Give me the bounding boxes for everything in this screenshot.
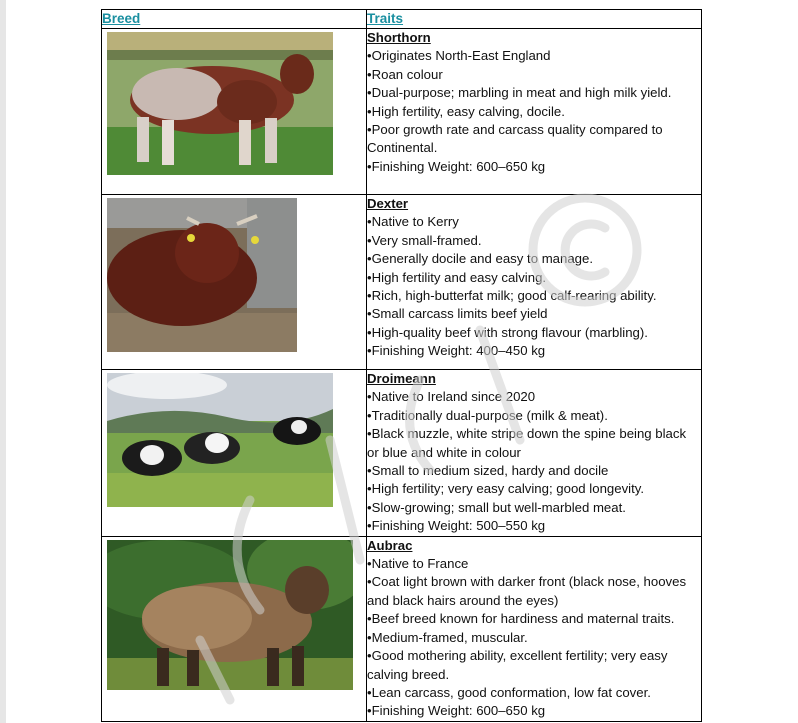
left-margin-bar: [0, 0, 6, 723]
trait-item: •Good mothering ability, excellent fertility; very easy calving breed.: [367, 648, 668, 682]
traits-cell: [367, 370, 702, 537]
trait-item: •Roan colour: [367, 66, 443, 82]
trait-item: •High-quality beef with strong flavour (marbling).: [367, 324, 648, 340]
table-row: [102, 536, 702, 721]
trait-item: •Dual-purpose; marbling in meat and high milk yield.: [367, 85, 672, 101]
trait-item: •Coat light brown with darker front (black nose, hooves and black hairs around the eyes): [367, 574, 687, 608]
trait-item: •Medium-framed, muscular.: [367, 629, 528, 645]
trait-item: •High fertility; very easy calving; good longevity.: [367, 481, 645, 497]
table-row: [102, 29, 702, 195]
trait-item: •Beef breed known for hardiness and maternal traits.: [367, 611, 675, 627]
trait-item: •Small to medium sized, hardy and docile: [367, 463, 609, 479]
trait-item: •Native to France: [367, 556, 469, 572]
traits-cell: [367, 536, 702, 721]
breed-name: Dexter: [367, 196, 409, 211]
trait-item: •Slow-growing; small but well-marbled meat.: [367, 499, 626, 515]
trait-item: •Very small-framed.: [367, 232, 482, 248]
breed-column-header: Breed: [102, 10, 367, 29]
breed-name: Shorthorn: [367, 30, 431, 45]
trait-item: •Poor growth rate and carcass quality compared to Continental.: [367, 122, 663, 156]
trait-item: •Finishing Weight: 600–650 kg: [367, 158, 546, 174]
trait-item: •Traditionally dual-purpose (milk & meat).: [367, 407, 608, 423]
breed-name: Aubrac: [367, 537, 413, 553]
breed-image-cell: [102, 536, 367, 721]
breed-name: Droimeann: [367, 371, 436, 386]
trait-item: •Finishing Weight: 400–450 kg: [367, 343, 546, 359]
traits-column-header: Traits: [367, 10, 702, 29]
breed-image-cell: [102, 370, 367, 537]
trait-item: •Finishing Weight: 500–550 kg: [367, 518, 546, 534]
aubrac-photo: [107, 540, 353, 690]
traits-cell: [367, 195, 702, 370]
header-row: [102, 10, 702, 29]
trait-item: •Originates North-East England: [367, 48, 551, 64]
breed-image-cell: [102, 195, 367, 370]
dexter-photo: [107, 198, 297, 352]
breed-traits-table: [101, 9, 702, 722]
table-row: [102, 195, 702, 370]
trait-item: •Lean carcass, good conformation, low fat cover.: [367, 684, 651, 700]
table-row: [102, 370, 702, 537]
trait-item: •Finishing Weight: 600–650 kg: [367, 703, 546, 719]
trait-item: •Native to Kerry: [367, 214, 459, 230]
trait-item: •Generally docile and easy to manage.: [367, 251, 594, 267]
trait-item: •Native to Ireland since 2020: [367, 389, 536, 405]
droimeann-photo: [107, 373, 333, 507]
trait-item: •Small carcass limits beef yield: [367, 306, 548, 322]
shorthorn-photo: [107, 32, 333, 175]
trait-item: •High fertility and easy calving.: [367, 269, 547, 285]
trait-item: •High fertility, easy calving, docile.: [367, 103, 565, 119]
trait-item: •Black muzzle, white stripe down the spine being black or blue and white in colour: [367, 426, 687, 460]
breed-image-cell: [102, 29, 367, 195]
traits-cell: [367, 29, 702, 195]
trait-item: •Rich, high-butterfat milk; good calf-rearing ability.: [367, 288, 657, 304]
